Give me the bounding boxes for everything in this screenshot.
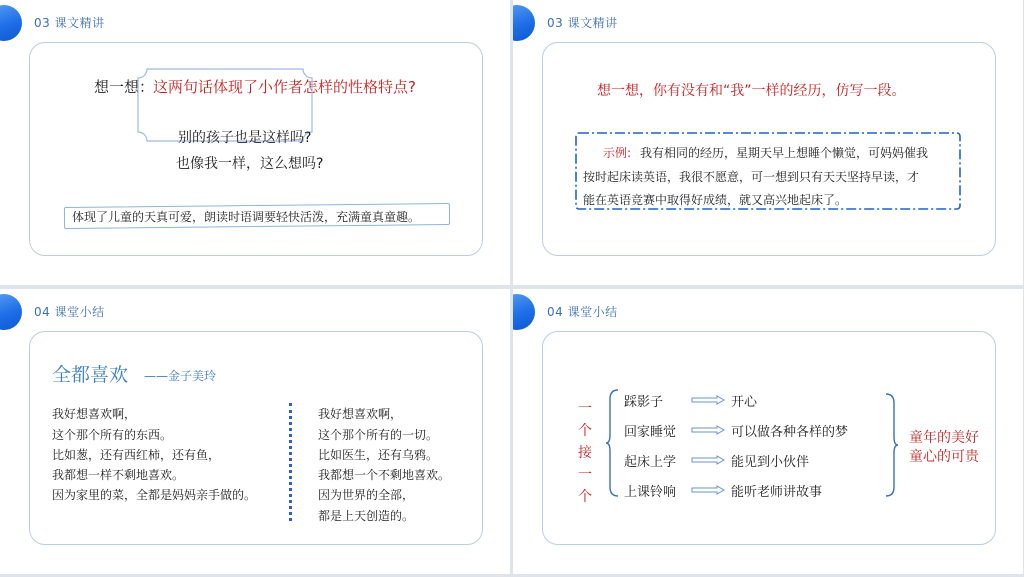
slide-3 (0, 289, 510, 574)
sequence-char: 个 (578, 489, 592, 505)
event-label: 上课铃响 (624, 485, 677, 500)
sequence-char: 一 (578, 401, 592, 417)
poem-left-line: 比如葱，还有西红柿，还有鱼， (52, 448, 221, 462)
slide-1 (0, 0, 510, 285)
example-label: 示例: (603, 146, 632, 160)
slide-4 (513, 289, 1023, 574)
question-text: 这两句话体现了小作者怎样的性格特点? (153, 78, 416, 96)
conclusion-line-2: 童心的可贵 (909, 449, 979, 465)
arrow-right-icon (691, 485, 725, 495)
poem-right-line: 我好想喜欢啊， (318, 407, 403, 421)
event-label: 踩影子 (624, 395, 664, 410)
quote-line-2: 也像我一样，这么想吗? (176, 156, 324, 172)
poem-left-line: 我好想喜欢啊， (52, 407, 137, 421)
section-heading: 03 课文精讲 (34, 16, 105, 30)
arrow-right-icon (691, 425, 725, 435)
poem-left-line: 因为家里的菜，全都是妈妈亲手做的。 (52, 488, 257, 502)
writing-prompt: 想一想，你有没有和“我”一样的经历，仿写一段。 (597, 83, 906, 99)
sequence-char: 一 (578, 467, 592, 483)
section-heading: 03 课文精讲 (547, 16, 618, 30)
section-tab-decoration (513, 5, 535, 41)
poem-author: ——金子美玲 (144, 369, 217, 383)
example-line-1: 我有相同的经历，星期天早上想睡个懒觉，可妈妈催我 (640, 146, 929, 160)
conclusion-line-1: 童年的美好 (909, 430, 979, 446)
result-label: 可以做各种各样的梦 (731, 425, 849, 440)
example-line-3: 能在英语竞赛中取得好成绩，就又高兴地起床了。 (583, 193, 848, 207)
result-label: 开心 (731, 395, 758, 410)
poem-divider (289, 403, 292, 521)
poem-left-line: 我都想一样不剩地喜欢。 (52, 468, 185, 482)
poem-right-line: 都是上天创造的。 (318, 509, 415, 523)
quote-line-1: 别的孩子也是这样吗? (178, 130, 312, 146)
left-brace (605, 389, 619, 497)
answer-text: 体现了儿童的天真可爱，朗读时语调要轻快活泼，充满童真童趣。 (72, 210, 421, 224)
example-line-2: 按时起床读英语，我很不愿意，可一想到只有天天坚持早读，才 (583, 170, 920, 184)
arrow-right-icon (691, 395, 725, 405)
poem-right-line: 比如医生，还有乌鸦。 (318, 448, 439, 462)
question-prefix: 想一想： (94, 78, 155, 96)
poem-title: 全都喜欢 (52, 364, 129, 386)
right-brace (885, 393, 899, 497)
arrow-right-icon (691, 455, 725, 465)
poem-left-line: 这个那个所有的东西。 (52, 428, 173, 442)
slide-2 (513, 0, 1023, 285)
result-label: 能见到小伙伴 (731, 455, 810, 470)
poem-right-line: 这个那个所有的一切。 (318, 428, 439, 442)
section-tab-decoration (0, 5, 22, 41)
section-heading: 04 课堂小结 (34, 305, 105, 319)
poem-right-line: 我都想一个不剩地喜欢。 (318, 468, 451, 482)
sequence-char: 个 (578, 423, 592, 439)
result-label: 能听老师讲故事 (731, 485, 823, 500)
section-heading: 04 课堂小结 (547, 305, 618, 319)
poem-right-line: 因为世界的全部， (318, 488, 415, 502)
section-tab-decoration (513, 294, 535, 330)
section-tab-decoration (0, 294, 22, 330)
event-label: 回家睡觉 (624, 425, 677, 440)
event-label: 起床上学 (624, 455, 677, 470)
sequence-char: 接 (578, 445, 592, 461)
